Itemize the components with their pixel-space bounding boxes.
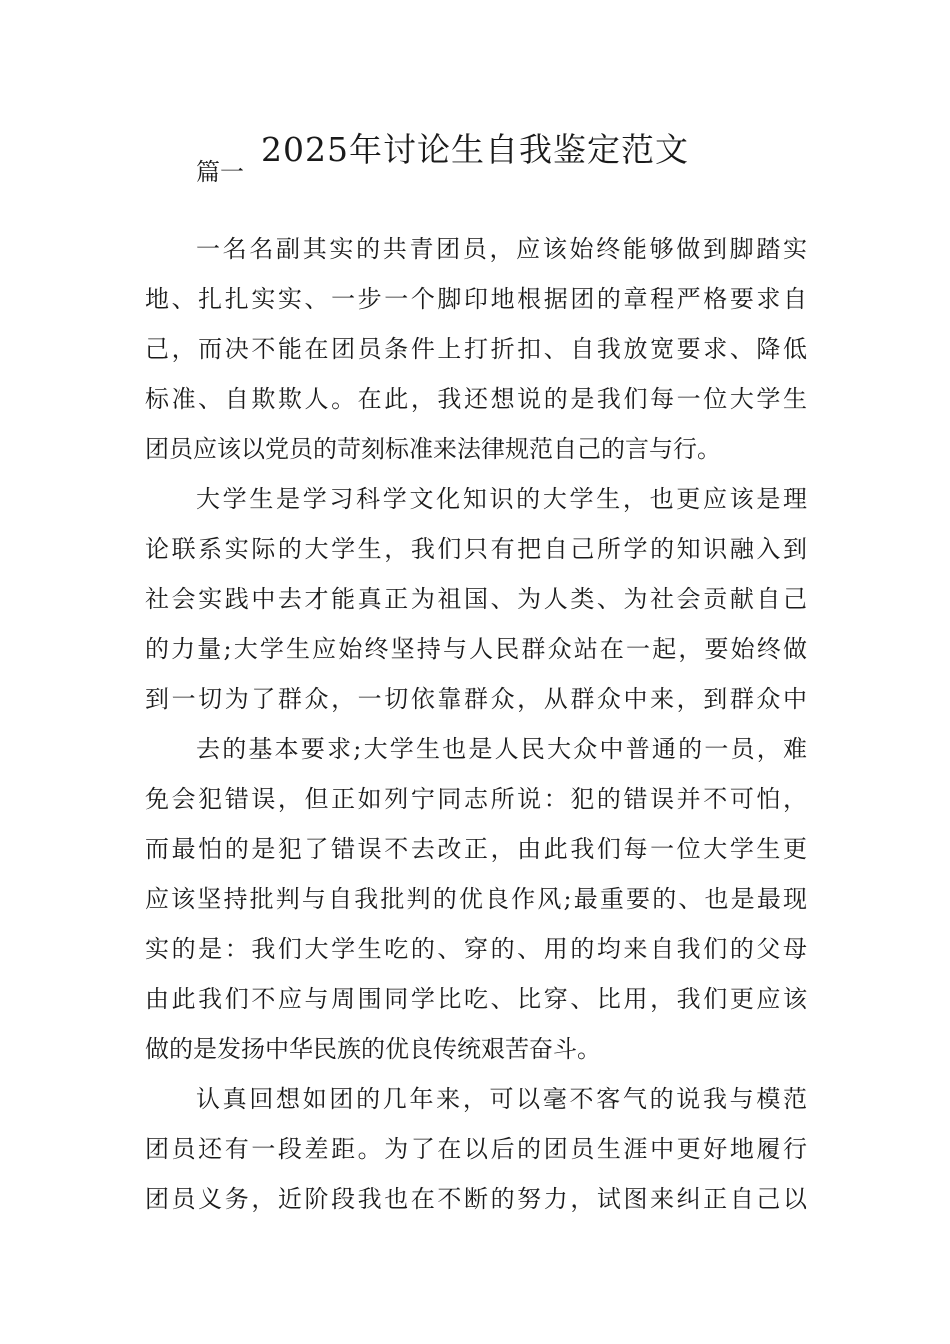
text-line: 到一切为了群众，一切依靠群众，从群众中来，到群众中 <box>145 685 807 713</box>
text-line: 实的是：我们大学生吃的、穿的、用的均来自我们的父母 <box>145 935 807 963</box>
text-line: 一名名副其实的共青团员，应该始终能够做到脚踏实 <box>196 235 807 263</box>
text-line: 认真回想如团的几年来，可以毫不客气的说我与模范 <box>196 1085 807 1113</box>
section-heading: 篇一 <box>196 158 244 186</box>
text-line: 地、扎扎实实、一步一个脚印地根据团的章程严格要求自 <box>145 285 807 313</box>
text-line: 团员应该以党员的苛刻标准来法律规范自己的言与行。 <box>145 435 721 463</box>
text-line: 标准、自欺欺人。在此，我还想说的是我们每一位大学生 <box>145 385 807 413</box>
text-line: 大学生是学习科学文化知识的大学生，也更应该是理 <box>196 485 807 513</box>
text-line: 团员还有一段差距。为了在以后的团员生涯中更好地履行 <box>145 1135 807 1163</box>
text-line: 己，而决不能在团员条件上打折扣、自我放宽要求、降低 <box>145 335 807 363</box>
text-line: 由此我们不应与周围同学比吃、比穿、比用，我们更应该 <box>145 985 807 1013</box>
text-line: 应该坚持批判与自我批判的优良作风;最重要的、也是最现 <box>145 885 807 913</box>
text-line: 去的基本要求;大学生也是人民大众中普通的一员，难 <box>196 735 807 763</box>
text-line: 团员义务，近阶段我也在不断的努力，试图来纠正自己以 <box>145 1185 807 1213</box>
text-line: 论联系实际的大学生，我们只有把自己所学的知识融入到 <box>145 535 807 563</box>
text-line: 免会犯错误，但正如列宁同志所说：犯的错误并不可怕， <box>145 785 807 813</box>
text-line: 而最怕的是犯了错误不去改正，由此我们每一位大学生更 <box>145 835 807 863</box>
text-line: 社会实践中去才能真正为祖国、为人类、为社会贡献自己 <box>145 585 807 613</box>
text-line: 的力量;大学生应始终坚持与人民群众站在一起，要始终做 <box>145 635 807 663</box>
text-line: 做的是发扬中华民族的优良传统艰苦奋斗。 <box>145 1035 601 1063</box>
document-title: 2025年讨论生自我鉴定范文 <box>261 130 689 169</box>
